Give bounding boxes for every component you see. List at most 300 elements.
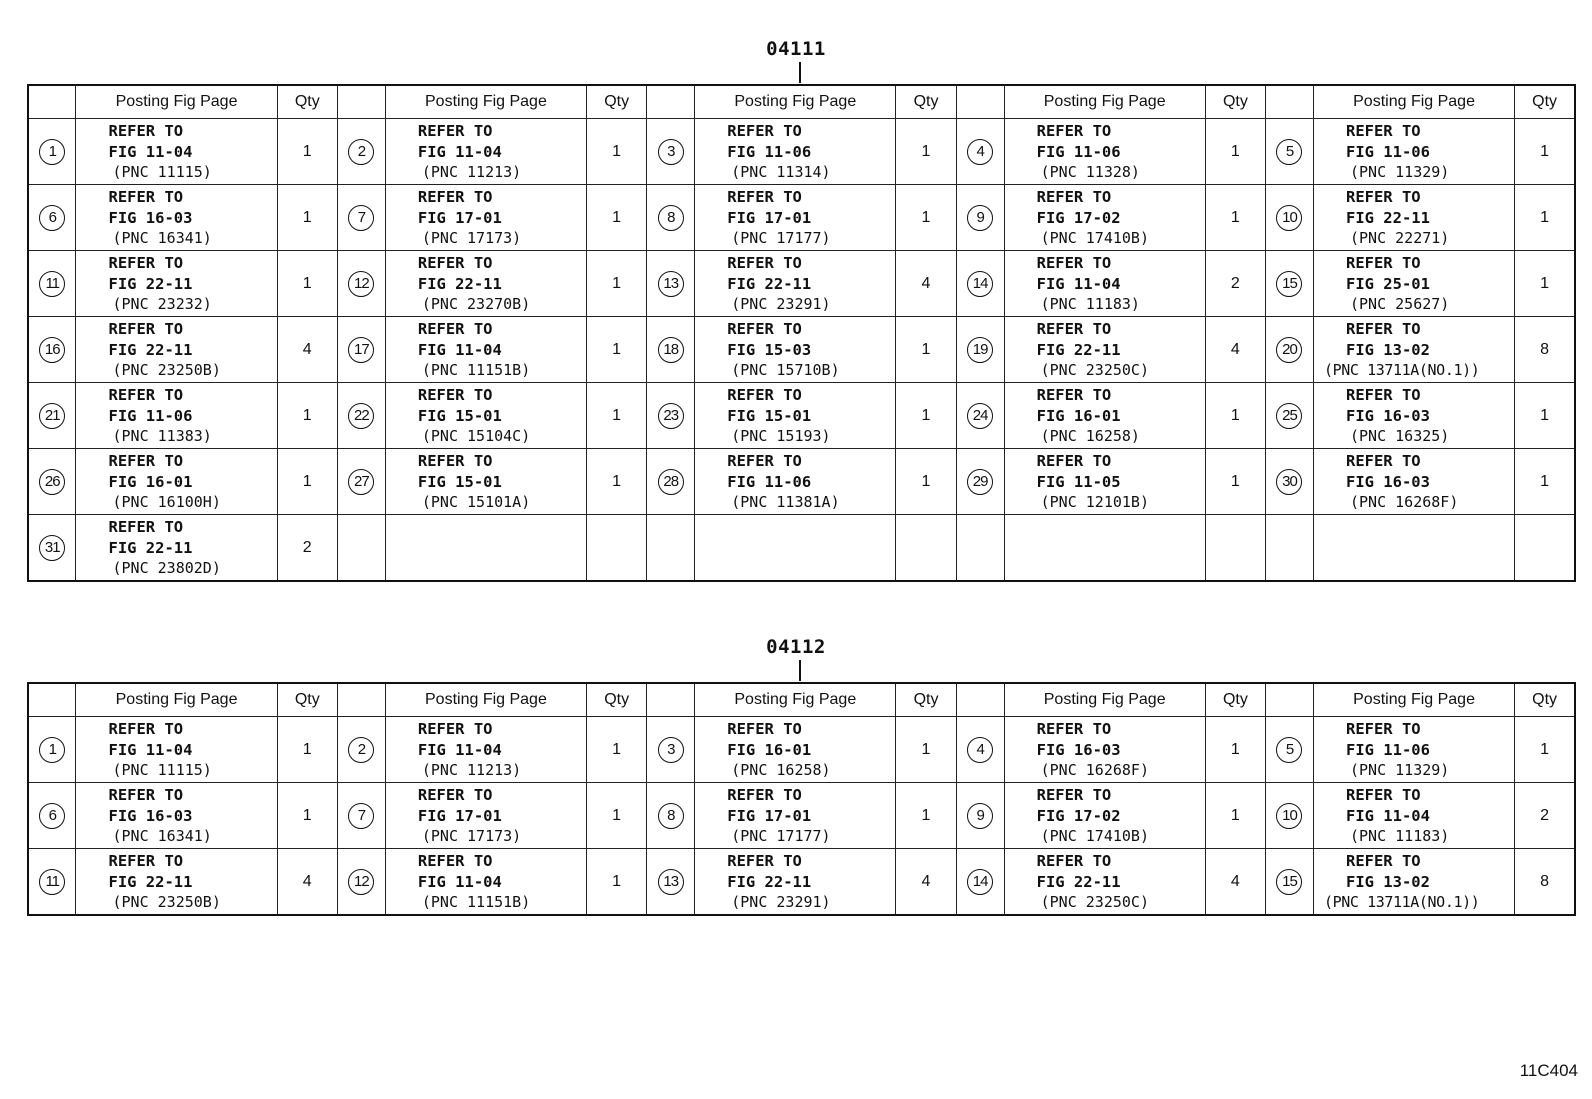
pnc-code: (PNC 17410B) <box>1040 229 1149 247</box>
reference-cell <box>1004 317 1205 383</box>
circled-number-badge: 31 <box>39 535 65 561</box>
qty-cell: 8 <box>1515 849 1575 916</box>
item-number-cell <box>1266 449 1314 515</box>
table-row <box>28 449 1575 515</box>
refer-to-label: REFER TO <box>1345 386 1421 404</box>
reference-cell <box>1004 717 1205 783</box>
refer-to-label: REFER TO <box>1036 720 1112 738</box>
qty-cell <box>1515 515 1575 582</box>
circled-number-badge: 16 <box>39 337 65 363</box>
qty-cell: 1 <box>277 449 337 515</box>
refer-to-label: REFER TO <box>1036 188 1112 206</box>
pnc-code: (PNC 12101B) <box>1040 493 1149 511</box>
circled-number-badge: 1 <box>39 139 65 165</box>
circled-number-badge: 19 <box>967 337 993 363</box>
qty-cell: 1 <box>587 317 647 383</box>
qty-cell: 1 <box>1205 783 1265 849</box>
fig-reference: FIG 11-04 <box>108 143 193 161</box>
fig-reference: FIG 11-04 <box>417 143 502 161</box>
reference-cell <box>385 783 586 849</box>
fig-reference: FIG 11-06 <box>108 407 193 425</box>
header-num-cell <box>337 683 385 717</box>
pnc-code: (PNC 17177) <box>731 229 831 247</box>
reference-cell <box>1004 449 1205 515</box>
fig-reference: FIG 13-02 <box>1345 341 1430 359</box>
qty-cell: 4 <box>896 849 956 916</box>
reference-cell <box>385 449 586 515</box>
refer-to-label: REFER TO <box>1345 320 1421 338</box>
item-number-cell <box>1266 119 1314 185</box>
refer-to-label: REFER TO <box>727 386 802 404</box>
fig-reference: FIG 22-11 <box>108 873 193 891</box>
reference-cell <box>76 717 277 783</box>
qty-cell: 1 <box>1515 383 1575 449</box>
pnc-code: (PNC 11383) <box>112 427 212 445</box>
pnc-code: (PNC 16258) <box>1040 427 1140 445</box>
header-num-cell <box>28 85 76 119</box>
reference-cell <box>76 783 277 849</box>
circled-number-badge: 20 <box>1276 337 1302 363</box>
header-num-cell <box>1266 85 1314 119</box>
qty-cell: 1 <box>1205 185 1265 251</box>
header-posting-fig-page: Posting Fig Page <box>1313 85 1514 119</box>
item-number-cell <box>1266 849 1314 916</box>
circled-number-badge: 22 <box>348 403 374 429</box>
circled-number-badge: 23 <box>658 403 684 429</box>
refer-to-label: REFER TO <box>1345 188 1421 206</box>
refer-to-label: REFER TO <box>108 452 184 470</box>
item-number-cell <box>337 251 385 317</box>
refer-to-label: REFER TO <box>417 386 493 404</box>
item-number-cell <box>337 783 385 849</box>
reference-cell <box>76 251 277 317</box>
qty-cell: 1 <box>587 185 647 251</box>
header-posting-fig-page: Posting Fig Page <box>1313 683 1514 717</box>
qty-cell: 1 <box>587 251 647 317</box>
fig-reference: FIG 11-06 <box>727 473 812 491</box>
refer-to-label: REFER TO <box>1345 720 1421 738</box>
circled-number-badge: 18 <box>658 337 684 363</box>
circled-number-badge: 5 <box>1276 139 1302 165</box>
pnc-code: (PNC 23250C) <box>1040 361 1149 379</box>
reference-cell <box>1313 783 1514 849</box>
qty-cell: 1 <box>896 717 956 783</box>
table-row <box>28 383 1575 449</box>
pnc-code: (PNC 25627) <box>1349 295 1450 313</box>
reference-cell <box>695 251 896 317</box>
item-number-cell <box>956 185 1004 251</box>
circled-number-badge: 6 <box>39 205 65 231</box>
reference-cell <box>385 185 586 251</box>
pnc-code: (PNC 23291) <box>731 893 831 911</box>
qty-cell: 1 <box>896 449 956 515</box>
qty-cell: 8 <box>1515 317 1575 383</box>
qty-cell: 4 <box>896 251 956 317</box>
fig-reference: FIG 11-05 <box>1036 473 1121 491</box>
header-qty: Qty <box>1205 85 1265 119</box>
item-number-cell <box>1266 515 1314 582</box>
refer-to-label: REFER TO <box>1036 452 1112 470</box>
fig-reference: FIG 13-02 <box>1345 873 1430 891</box>
qty-cell: 1 <box>1205 717 1265 783</box>
item-number-cell <box>956 515 1004 582</box>
reference-cell <box>76 185 277 251</box>
item-number-cell <box>28 251 76 317</box>
qty-cell: 1 <box>277 383 337 449</box>
qty-cell: 1 <box>587 383 647 449</box>
item-number-cell <box>647 383 695 449</box>
fig-reference: FIG 16-01 <box>1036 407 1121 425</box>
pnc-code: (PNC 23232) <box>112 295 212 313</box>
refer-to-label: REFER TO <box>108 386 184 404</box>
fig-reference: FIG 22-11 <box>1345 209 1430 227</box>
item-number-cell <box>28 185 76 251</box>
reference-cell <box>385 317 586 383</box>
item-number-cell <box>956 119 1004 185</box>
pnc-code: (PNC 11213) <box>421 761 522 779</box>
refer-to-label: REFER TO <box>727 254 802 272</box>
item-number-cell <box>28 119 76 185</box>
refer-to-label: REFER TO <box>417 452 493 470</box>
qty-cell: 4 <box>277 849 337 916</box>
refer-to-label: REFER TO <box>1036 254 1112 272</box>
pnc-code: (PNC 16341) <box>112 827 212 845</box>
header-num-cell <box>337 85 385 119</box>
reference-cell <box>695 515 896 582</box>
reference-cell <box>695 717 896 783</box>
pnc-code: (PNC 16341) <box>112 229 212 247</box>
reference-cell <box>76 849 277 916</box>
refer-to-label: REFER TO <box>417 122 493 140</box>
item-number-cell <box>647 515 695 582</box>
refer-to-label: REFER TO <box>1036 852 1112 870</box>
fig-reference: FIG 15-03 <box>727 341 812 359</box>
table-row <box>28 251 1575 317</box>
item-number-cell <box>1266 783 1314 849</box>
header-num-cell <box>956 85 1004 119</box>
circled-number-badge: 13 <box>658 869 684 895</box>
item-number-cell <box>956 849 1004 916</box>
item-number-cell <box>28 449 76 515</box>
pnc-code: (PNC 15710B) <box>731 361 840 379</box>
item-number-cell <box>337 717 385 783</box>
circled-number-badge: 1 <box>39 737 65 763</box>
pnc-code: (PNC 15104C) <box>421 427 531 445</box>
fig-reference: FIG 16-01 <box>108 473 193 491</box>
reference-cell <box>1004 119 1205 185</box>
fig-reference: FIG 11-06 <box>1345 741 1430 759</box>
fig-reference: FIG 25-01 <box>1345 275 1430 293</box>
reference-cell <box>1004 383 1205 449</box>
circled-number-badge: 29 <box>967 469 993 495</box>
pnc-code: (PNC 16258) <box>731 761 831 779</box>
reference-cell <box>385 717 586 783</box>
fig-reference: FIG 11-04 <box>417 873 502 891</box>
circled-number-badge: 28 <box>658 469 684 495</box>
header-posting-fig-page: Posting Fig Page <box>385 683 586 717</box>
refer-to-label: REFER TO <box>108 852 184 870</box>
refer-to-label: REFER TO <box>1345 852 1421 870</box>
reference-cell <box>695 383 896 449</box>
fig-reference: FIG 22-11 <box>727 275 812 293</box>
qty-cell: 1 <box>587 783 647 849</box>
reference-cell <box>1313 317 1514 383</box>
qty-cell: 1 <box>896 783 956 849</box>
fig-reference: FIG 16-03 <box>1345 473 1430 491</box>
circled-number-badge: 25 <box>1276 403 1302 429</box>
item-number-cell <box>1266 383 1314 449</box>
qty-cell: 1 <box>277 783 337 849</box>
reference-cell <box>1313 717 1514 783</box>
fig-reference: FIG 22-11 <box>108 341 193 359</box>
qty-cell: 2 <box>1515 783 1575 849</box>
fig-reference: FIG 15-01 <box>417 407 502 425</box>
refer-to-label: REFER TO <box>417 852 493 870</box>
item-number-cell <box>1266 185 1314 251</box>
reference-cell <box>695 317 896 383</box>
item-number-cell <box>28 515 76 582</box>
circled-number-badge: 2 <box>348 737 374 763</box>
refer-to-label: REFER TO <box>417 188 493 206</box>
header-qty: Qty <box>896 683 956 717</box>
qty-cell: 1 <box>1205 383 1265 449</box>
circled-number-badge: 13 <box>658 271 684 297</box>
header-num-cell <box>647 85 695 119</box>
qty-cell: 1 <box>1205 119 1265 185</box>
refer-to-label: REFER TO <box>108 122 184 140</box>
fig-reference: FIG 11-04 <box>417 741 502 759</box>
reference-cell <box>1004 849 1205 916</box>
pnc-code: (PNC 11151B) <box>421 361 531 379</box>
group-code-04112: 04112 <box>766 636 826 658</box>
fig-reference: FIG 17-01 <box>727 807 812 825</box>
header-qty: Qty <box>1205 683 1265 717</box>
header-posting-fig-page: Posting Fig Page <box>1004 85 1205 119</box>
refer-to-label: REFER TO <box>108 254 184 272</box>
reference-cell <box>76 449 277 515</box>
pnc-code: (PNC 11314) <box>731 163 831 181</box>
item-number-cell <box>1266 717 1314 783</box>
circled-number-badge: 6 <box>39 803 65 829</box>
pnc-code: (PNC 11183) <box>1040 295 1140 313</box>
qty-cell: 1 <box>896 317 956 383</box>
circled-number-badge: 4 <box>967 737 993 763</box>
refer-to-label: REFER TO <box>1036 320 1112 338</box>
refer-to-label: REFER TO <box>1345 786 1421 804</box>
refer-to-label: REFER TO <box>727 452 802 470</box>
reference-cell <box>1313 251 1514 317</box>
fig-reference: FIG 17-01 <box>417 807 502 825</box>
fig-reference: FIG 16-03 <box>1345 407 1430 425</box>
item-number-cell <box>28 783 76 849</box>
pnc-code: (PNC 16268F) <box>1349 493 1459 511</box>
table-row <box>28 185 1575 251</box>
qty-cell <box>896 515 956 582</box>
circled-number-badge: 3 <box>658 139 684 165</box>
fig-reference: FIG 15-01 <box>417 473 502 491</box>
figure-code: 11C404 <box>1519 1061 1578 1080</box>
table-row <box>28 783 1575 849</box>
item-number-cell <box>28 717 76 783</box>
item-number-cell <box>28 317 76 383</box>
item-number-cell <box>28 849 76 916</box>
circled-number-badge: 8 <box>658 205 684 231</box>
item-number-cell <box>337 317 385 383</box>
circled-number-badge: 12 <box>348 869 374 895</box>
reference-cell <box>1313 849 1514 916</box>
circled-number-badge: 5 <box>1276 737 1302 763</box>
pnc-code: (PNC 13711A(NO.1)) <box>1323 361 1480 379</box>
reference-cell <box>1004 185 1205 251</box>
qty-cell: 1 <box>896 185 956 251</box>
pnc-code: (PNC 16100H) <box>112 493 221 511</box>
reference-cell <box>1313 119 1514 185</box>
refer-to-label: REFER TO <box>108 518 184 536</box>
fig-reference: FIG 16-03 <box>108 807 193 825</box>
reference-cell <box>76 119 277 185</box>
pnc-code: (PNC 11329) <box>1349 163 1450 181</box>
refer-to-label: REFER TO <box>108 188 184 206</box>
reference-cell <box>1004 251 1205 317</box>
pnc-code: (PNC 11329) <box>1349 761 1450 779</box>
item-number-cell <box>956 317 1004 383</box>
table-row <box>28 515 1575 582</box>
circled-number-badge: 24 <box>967 403 993 429</box>
pnc-code: (PNC 11328) <box>1040 163 1140 181</box>
header-posting-fig-page: Posting Fig Page <box>385 85 586 119</box>
reference-cell <box>1004 783 1205 849</box>
circled-number-badge: 12 <box>348 271 374 297</box>
pnc-code: (PNC 23270B) <box>421 295 531 313</box>
item-number-cell <box>647 449 695 515</box>
table-row <box>28 717 1575 783</box>
reference-cell <box>1313 383 1514 449</box>
circled-number-badge: 10 <box>1276 803 1302 829</box>
circled-number-badge: 2 <box>348 139 374 165</box>
fig-reference: FIG 22-11 <box>727 873 812 891</box>
pnc-code: (PNC 17173) <box>421 827 522 845</box>
qty-cell: 1 <box>587 119 647 185</box>
item-number-cell <box>956 783 1004 849</box>
item-number-cell <box>337 515 385 582</box>
qty-cell: 1 <box>1515 717 1575 783</box>
reference-cell <box>385 383 586 449</box>
fig-reference: FIG 16-01 <box>727 741 812 759</box>
header-num-cell <box>956 683 1004 717</box>
header-posting-fig-page: Posting Fig Page <box>695 85 896 119</box>
fig-reference: FIG 11-06 <box>1345 143 1430 161</box>
refer-to-label: REFER TO <box>727 852 802 870</box>
fig-reference: FIG 22-11 <box>417 275 502 293</box>
circled-number-badge: 17 <box>348 337 374 363</box>
refer-to-label: REFER TO <box>1036 786 1112 804</box>
refer-to-label: REFER TO <box>727 320 802 338</box>
qty-cell: 4 <box>277 317 337 383</box>
item-number-cell <box>956 251 1004 317</box>
item-number-cell <box>647 251 695 317</box>
reference-cell <box>76 515 277 582</box>
refer-to-label: REFER TO <box>727 786 802 804</box>
table-row <box>28 849 1575 916</box>
qty-cell: 1 <box>277 185 337 251</box>
fig-reference: FIG 22-11 <box>108 275 193 293</box>
header-num-cell <box>647 683 695 717</box>
circled-number-badge: 9 <box>967 803 993 829</box>
qty-cell: 1 <box>896 119 956 185</box>
circled-number-badge: 14 <box>967 271 993 297</box>
circled-number-badge: 15 <box>1276 271 1302 297</box>
qty-cell: 2 <box>1205 251 1265 317</box>
refer-to-label: REFER TO <box>1036 122 1112 140</box>
circled-number-badge: 15 <box>1276 869 1302 895</box>
fig-reference: FIG 17-01 <box>727 209 812 227</box>
circled-number-badge: 14 <box>967 869 993 895</box>
circled-number-badge: 8 <box>658 803 684 829</box>
header-qty: Qty <box>277 85 337 119</box>
item-number-cell <box>28 383 76 449</box>
reference-cell <box>695 849 896 916</box>
header-qty: Qty <box>277 683 337 717</box>
circled-number-badge: 11 <box>39 271 65 297</box>
group-code-04111: 04111 <box>766 38 826 60</box>
header-num-cell <box>28 683 76 717</box>
header-posting-fig-page: Posting Fig Page <box>695 683 896 717</box>
item-number-cell <box>647 185 695 251</box>
header-qty: Qty <box>1515 85 1575 119</box>
circled-number-badge: 11 <box>39 869 65 895</box>
refer-to-label: REFER TO <box>1345 452 1421 470</box>
qty-cell: 1 <box>277 251 337 317</box>
circled-number-badge: 7 <box>348 205 374 231</box>
qty-cell: 1 <box>587 717 647 783</box>
refer-to-label: REFER TO <box>727 122 802 140</box>
reference-cell <box>76 317 277 383</box>
pnc-code: (PNC 16325) <box>1349 427 1450 445</box>
refer-to-label: REFER TO <box>1345 122 1421 140</box>
header-qty: Qty <box>587 683 647 717</box>
group-leader-line <box>799 62 801 83</box>
table-row <box>28 119 1575 185</box>
circled-number-badge: 30 <box>1276 469 1302 495</box>
reference-cell <box>1313 185 1514 251</box>
item-number-cell <box>1266 251 1314 317</box>
fig-reference: FIG 11-04 <box>417 341 502 359</box>
refer-to-label: REFER TO <box>417 720 493 738</box>
item-number-cell <box>337 119 385 185</box>
qty-cell: 1 <box>587 449 647 515</box>
reference-cell <box>695 185 896 251</box>
header-qty: Qty <box>896 85 956 119</box>
qty-cell: 1 <box>1515 185 1575 251</box>
group-leader-line <box>799 660 801 681</box>
fig-reference: FIG 17-02 <box>1036 209 1121 227</box>
pnc-code: (PNC 23291) <box>731 295 831 313</box>
qty-cell: 1 <box>277 119 337 185</box>
item-number-cell <box>1266 317 1314 383</box>
header-num-cell <box>1266 683 1314 717</box>
header-posting-fig-page: Posting Fig Page <box>76 683 277 717</box>
pnc-code: (PNC 17410B) <box>1040 827 1149 845</box>
reference-cell <box>1004 515 1205 582</box>
pnc-code: (PNC 15101A) <box>421 493 531 511</box>
qty-cell <box>1205 515 1265 582</box>
refer-to-label: REFER TO <box>417 786 493 804</box>
circled-number-badge: 4 <box>967 139 993 165</box>
item-number-cell <box>956 717 1004 783</box>
fig-reference: FIG 22-11 <box>1036 341 1121 359</box>
refer-to-label: REFER TO <box>727 720 802 738</box>
fig-reference: FIG 16-03 <box>108 209 193 227</box>
